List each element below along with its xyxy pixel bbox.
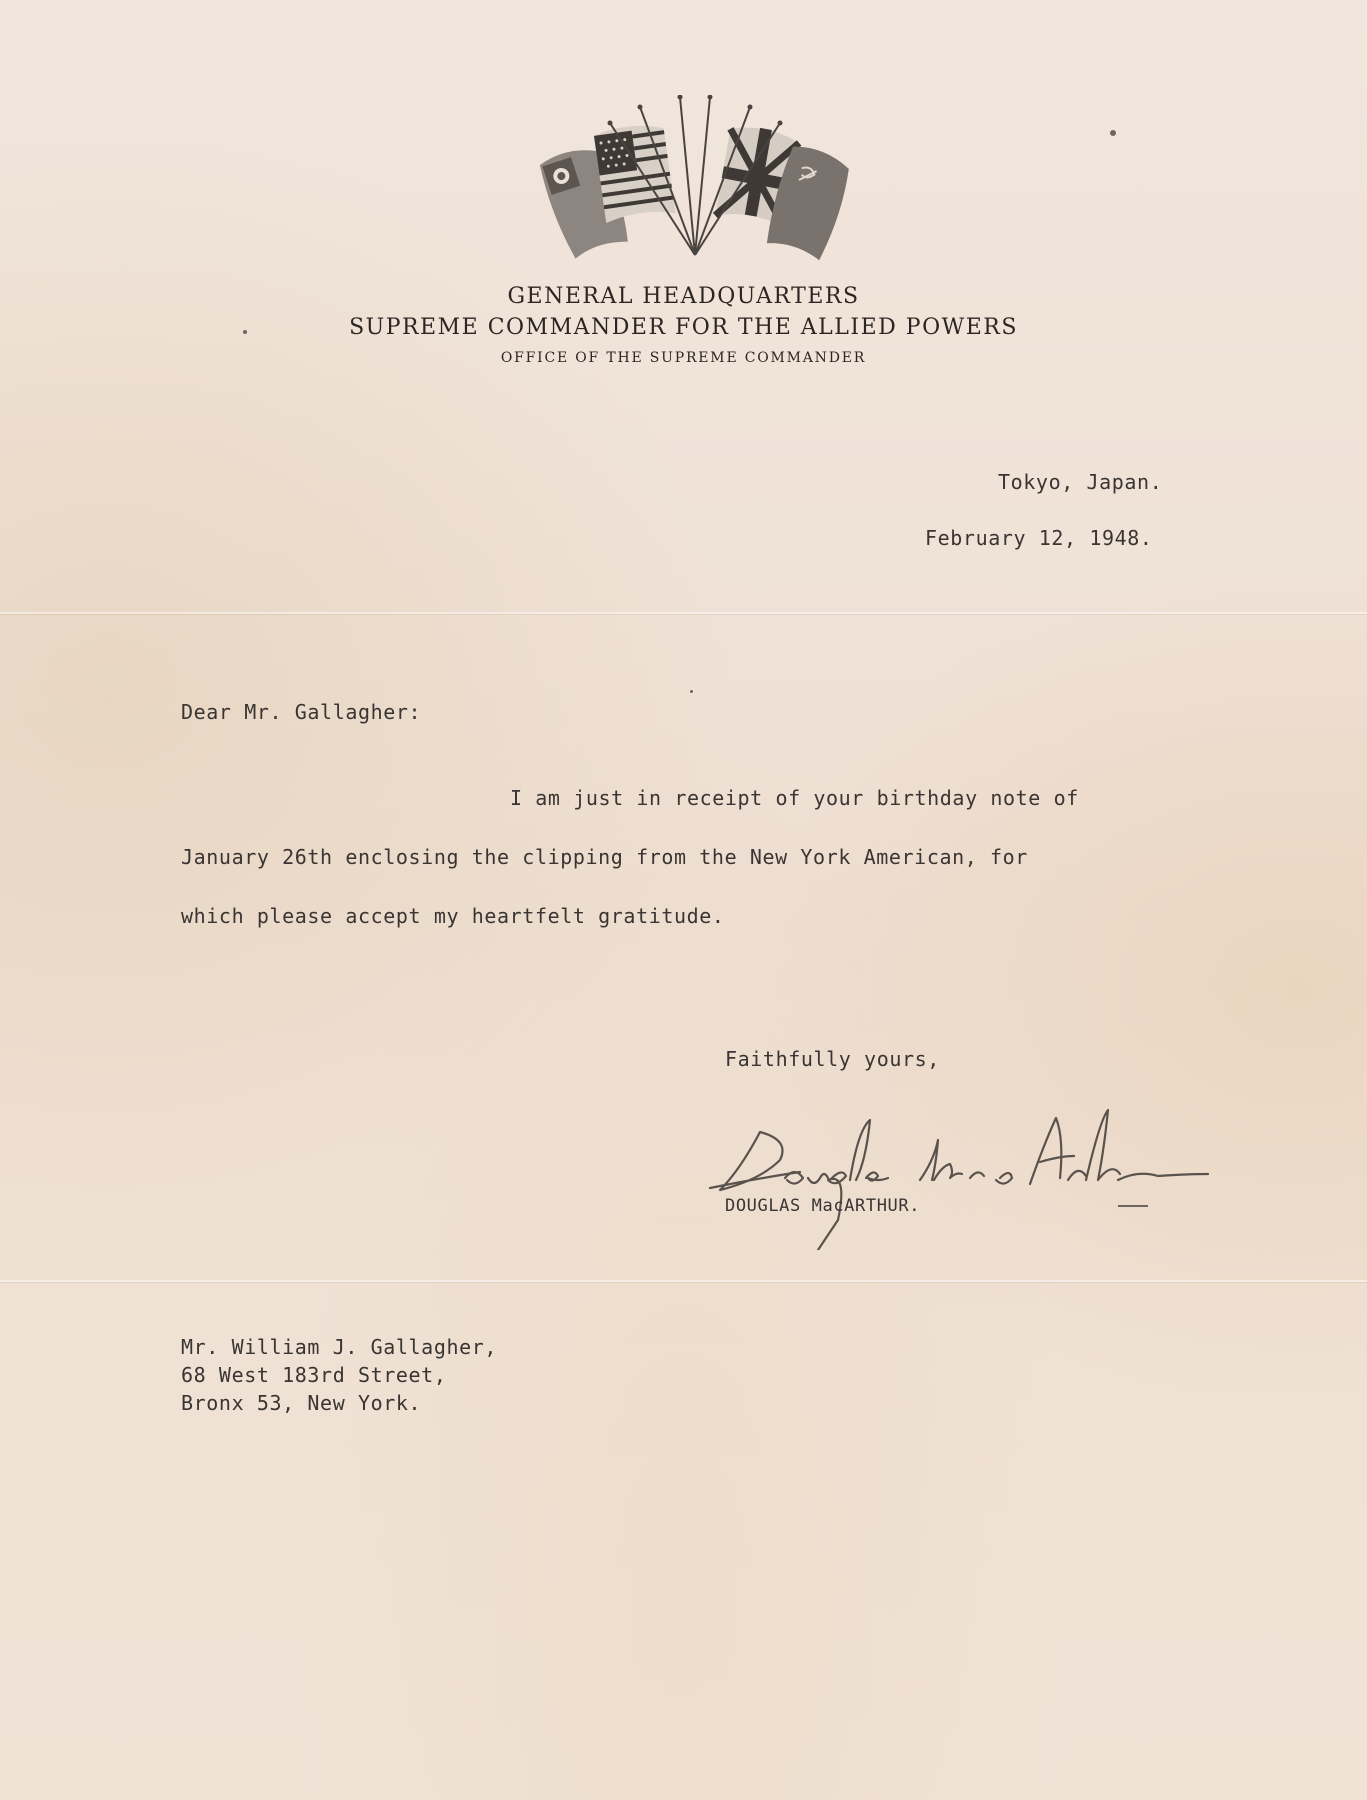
paper-speck [690, 690, 693, 693]
typed-signature-name: DOUGLAS MacARTHUR. [725, 1196, 921, 1216]
recipient-address-line: 68 West 183rd Street, [181, 1363, 447, 1387]
body-line: January 26th enclosing the clipping from the New York American, for [181, 845, 1028, 869]
paper-fold-line [0, 612, 1367, 614]
paper-mark [1118, 1205, 1148, 1207]
recipient-address-line: Mr. William J. Gallagher, [181, 1335, 498, 1359]
recipient-address-line: Bronx 53, New York. [181, 1391, 422, 1415]
closing: Faithfully yours, [725, 1047, 940, 1071]
body-line: I am just in receipt of your birthday note of [510, 786, 1079, 810]
paper-speck [1110, 130, 1116, 136]
letterhead-subtitle: SUPREME COMMANDER FOR THE ALLIED POWERS [349, 315, 1018, 340]
dateline-date: February 12, 1948. [925, 526, 1153, 550]
paper-fold-line [0, 1280, 1367, 1282]
dateline-place: Tokyo, Japan. [998, 470, 1163, 494]
letterhead-title: GENERAL HEADQUARTERS [507, 284, 860, 309]
letterhead-office: OFFICE OF THE SUPREME COMMANDER [500, 350, 867, 366]
crossed-allied-flags-icon [530, 95, 860, 265]
body-line: which please accept my heartfelt gratitude. [181, 904, 725, 928]
paper-speck [243, 330, 247, 334]
handwritten-signature [700, 1100, 1220, 1250]
salutation: Dear Mr. Gallagher: [181, 700, 422, 724]
